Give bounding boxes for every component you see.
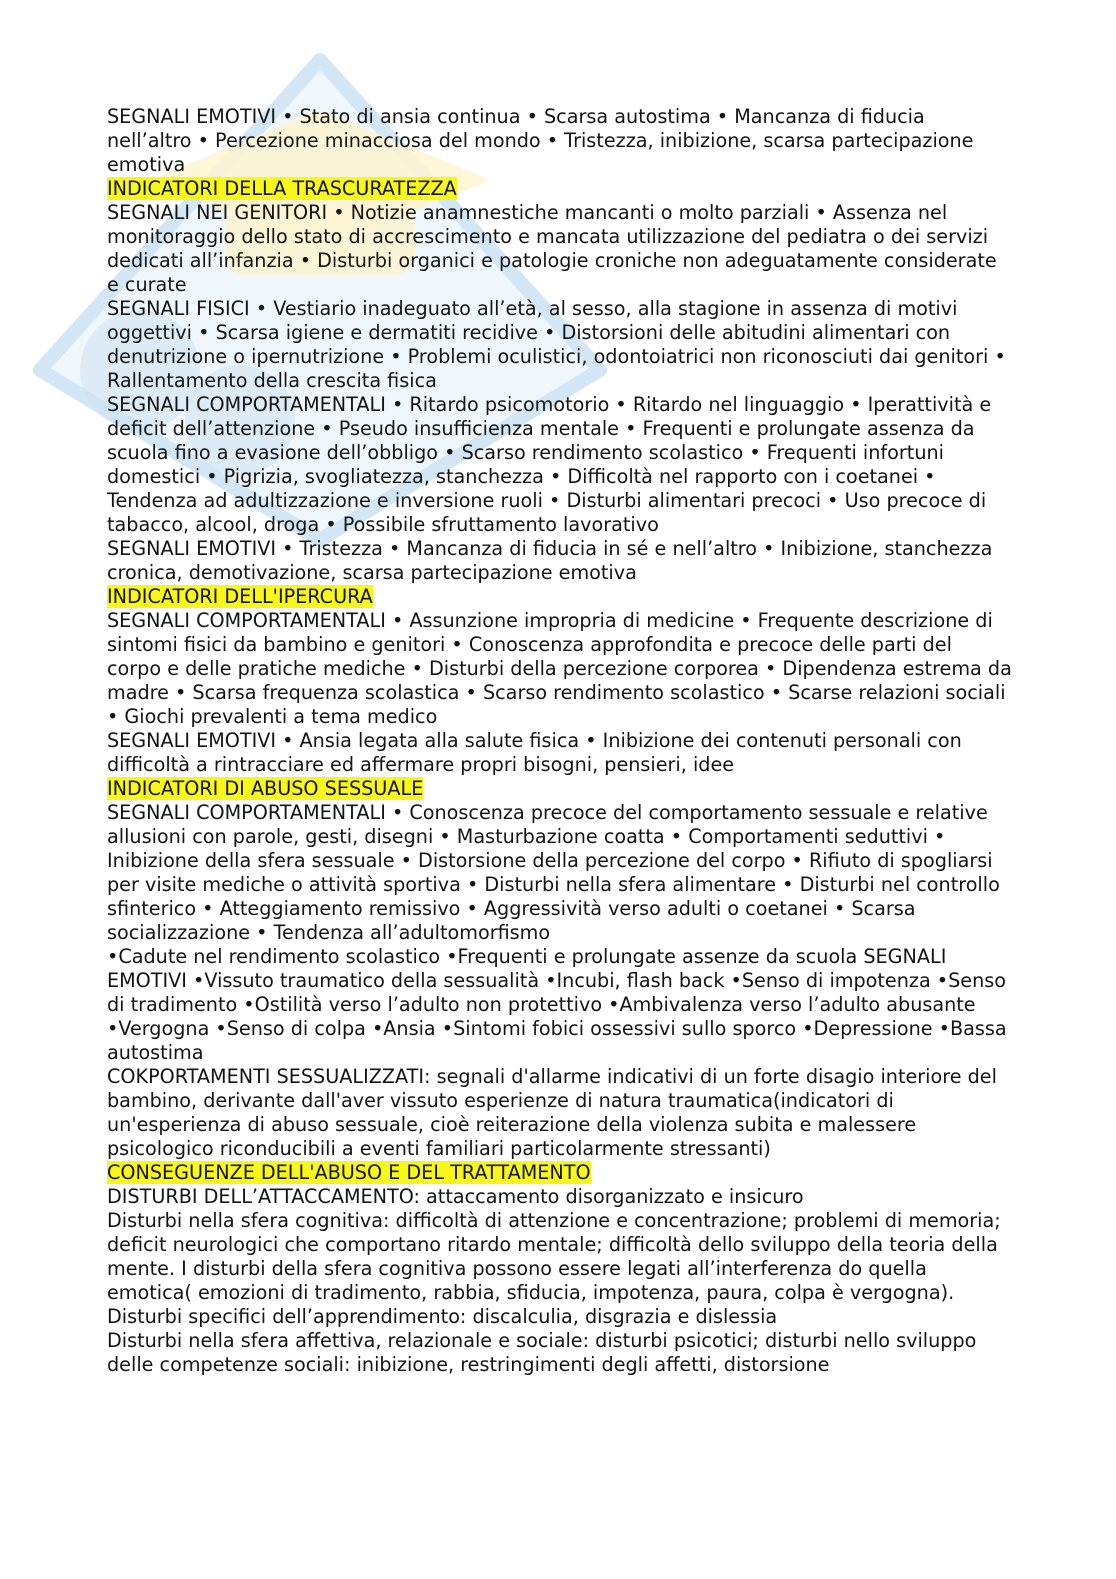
paragraph-sfera-cognitiva: Disturbi nella sfera cognitiva: difficoltà di attenzione e concentrazione; problemi di memoria; deficit neurologici che comportano ritardo mentale; difficoltà dello sviluppo della teoria della mente. I disturbi della sfera cognitiva possono essere legati all’interferenza do quella emotica( emozioni di tradimento, rabbia, sfiducia, impotenza, paura, colpa è vergogna). (107, 1209, 1001, 1304)
document-text (107, 105, 1012, 1377)
paragraph-apprendimento: Disturbi specifici dell’apprendimento: discalculia, disgrazia e dislessia (107, 1305, 778, 1328)
paragraph-segnali-fisici: SEGNALI FISICI • Vestiario inadeguato all’età, al sesso, alla stagione in assenza di motivi oggettivi • Scarsa igiene e dermatiti recidive • Distorsioni delle abitudini alimentari con denutrizione o ipernutrizione • Problemi oculistici, odontoiatrici non riconosciuti dai genitori • Rallentamento della crescita fisica (107, 297, 1006, 392)
paragraph-ipercura-emotivi: SEGNALI EMOTIVI • Ansia legata alla salute fisica • Inibizione dei contenuti personali con difficoltà a rintracciare ed affermare propri bisogni, pensieri, idee (107, 729, 962, 776)
highlighted-heading: INDICATORI DELL'IPERCURA (107, 585, 373, 608)
paragraph-comportamenti-sessualizzati: COKPORTAMENTI SESSUALIZZATI: segnali d'allarme indicativi di un forte disagio interiore del bambino, derivante dall'aver vissuto esperienze di natura traumatica(indicatori di un'esperienza di abuso sessuale, cioè reiterazione della violenza subita e malessere psicologico riconducibili a eventi familiari particolarmente stressanti) (107, 1065, 997, 1160)
heading-abuso-sessuale (107, 777, 1012, 801)
paragraph-sfera-affettiva: Disturbi nella sfera affettiva, relazionale e sociale: disturbi psicotici; disturbi nello sviluppo delle competenze sociali: inibizione, restringimenti degli affetti, distorsione (107, 1329, 977, 1376)
highlighted-heading: INDICATORI DI ABUSO SESSUALE (107, 777, 424, 800)
paragraph-ipercura-comportamentali: SEGNALI COMPORTAMENTALI • Assunzione impropria di medicine • Frequente descrizione di sintomi fisici da bambino e genitori • Conoscenza approfondita e precoce delle parti del corpo e delle pratiche mediche • Disturbi della percezione corporea • Dipendenza estrema da madre • Scarsa frequenza scolastica • Scarso rendimento scolastico • Scarse relazioni sociali • Giochi prevalenti a tema medico (107, 609, 1012, 728)
highlighted-heading: INDICATORI DELLA TRASCURATEZZA (107, 177, 457, 200)
paragraph-disturbi-attaccamento: DISTURBI DELL’ATTACCAMENTO: attaccamento disorganizzato e insicuro (107, 1185, 804, 1208)
paragraph-abuso-emotivi: •Cadute nel rendimento scolastico •Frequenti e prolungate assenze da scuola SEGNALI EMOTIVI •Vissuto traumatico della sessualità •Incubi, flash back •Senso di impotenza •Senso di tradimento •Ostilità verso l’adulto non protettivo •Ambivalenza verso l’adulto abusante •Vergogna •Senso di colpa •Ansia •Sintomi fobici ossessivi sullo sporco •Depressione •Bassa autostima (107, 945, 1007, 1064)
paragraph-segnali-emotivi-trascuratezza: SEGNALI EMOTIVI • Tristezza • Mancanza di fiducia in sé e nell’altro • Inibizione, stanchezza cronica, demotivazione, scarsa partecipazione emotiva (107, 537, 993, 584)
paragraph-abuso-comportamentali: SEGNALI COMPORTAMENTALI • Conoscenza precoce del comportamento sessuale e relative allusioni con parole, gesti, disegni • Masturbazione coatta • Comportamenti seduttivi • Inibizione della sfera sessuale • Distorsione della percezione del corpo • Rifiuto di spogliarsi per visite mediche o attività sportiva • Disturbi nella sfera alimentare • Disturbi nel controllo sfinterico • Atteggiamento remissivo • Aggressività verso adulti o coetanei • Scarsa socializzazione • Tendenza all’adultomorfismo (107, 801, 1000, 944)
heading-trascuratezza (107, 177, 1012, 201)
highlighted-heading: CONSEGUENZE DELL'ABUSO E DEL TRATTAMENTO (107, 1161, 591, 1184)
paragraph-segnali-emotivi: SEGNALI EMOTIVI • Stato di ansia continua • Scarsa autostima • Mancanza di fiducia nell’altro • Percezione minacciosa del mondo • Tristezza, inibizione, scarsa partecipazione emotiva (107, 105, 974, 176)
heading-ipercura (107, 585, 1012, 609)
heading-conseguenze (107, 1161, 1012, 1185)
paragraph-segnali-comportamentali: SEGNALI COMPORTAMENTALI • Ritardo psicomotorio • Ritardo nel linguaggio • Iperattività e deficit dell’attenzione • Pseudo insufficienza mentale • Frequenti e prolungate assenza da scuola fino a evasione dell’obbligo • Scarso rendimento scolastico • Frequenti infortuni domestici • Pigrizia, svogliatezza, stanchezza • Difficoltà nel rapporto con i coetanei • Tendenza ad adultizzazione e inversione ruoli • Disturbi alimentari precoci • Uso precoce di tabacco, alcool, droga • Possibile sfruttamento lavorativo (107, 393, 992, 536)
paragraph-segnali-genitori: SEGNALI NEI GENITORI • Notizie anamnestiche mancanti o molto parziali • Assenza nel monitoraggio dello stato di accrescimento e mancata utilizzazione del pediatra o dei servizi dedicati all’infanzia • Disturbi organici e patologie croniche non adeguatamente considerate e curate (107, 201, 997, 296)
